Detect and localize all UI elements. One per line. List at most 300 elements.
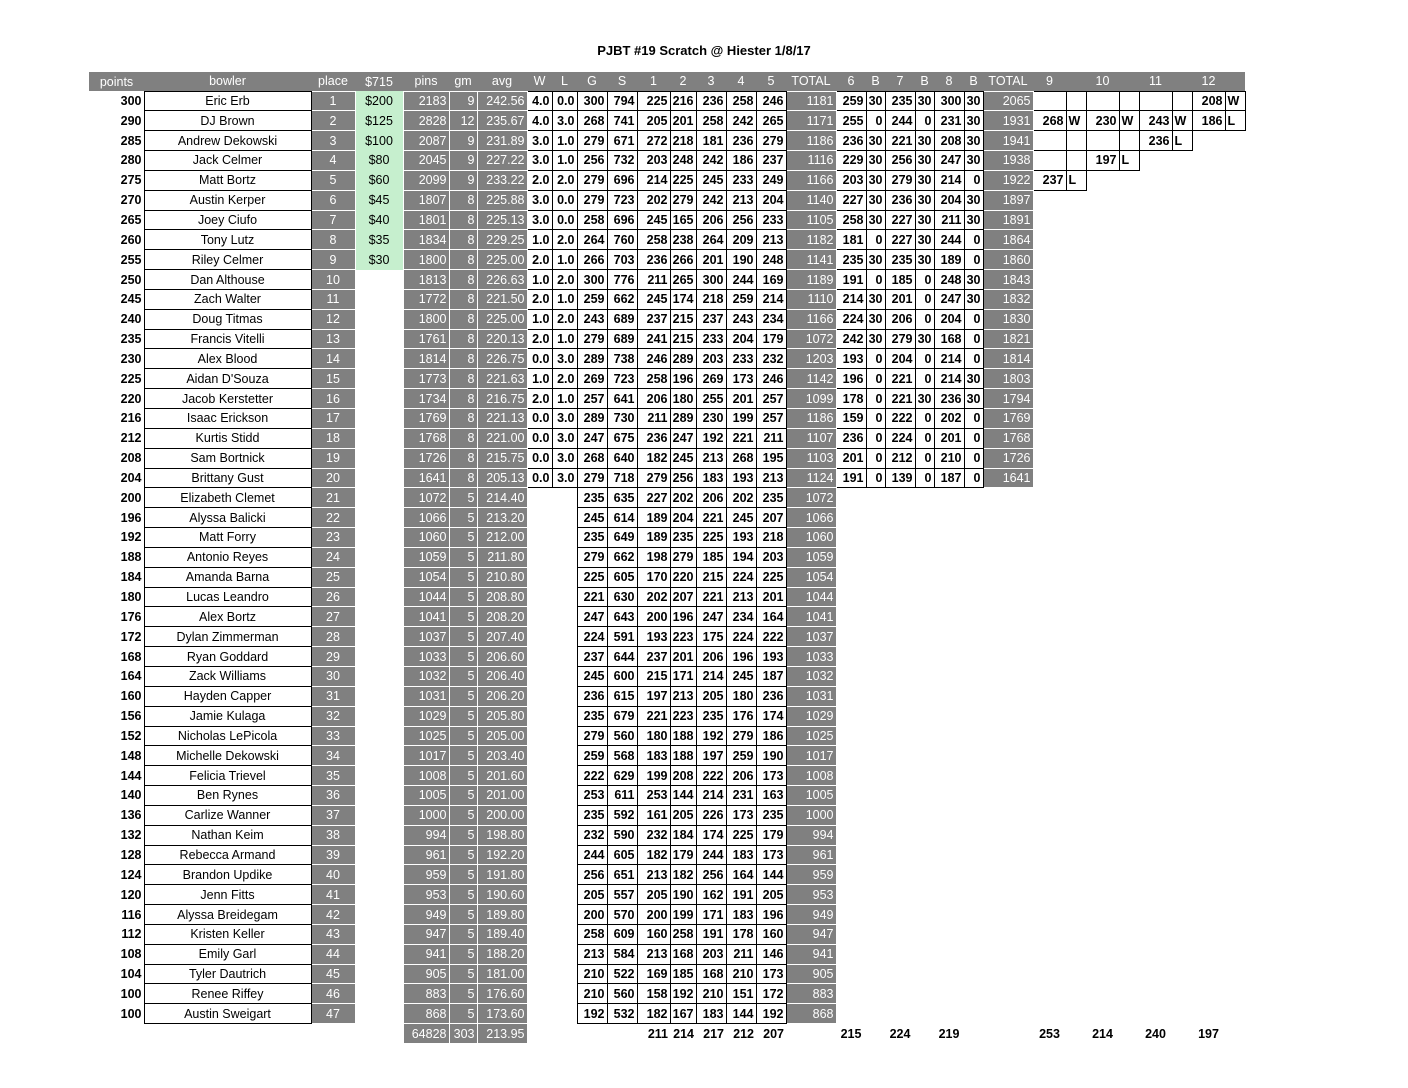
games-cell: 8	[449, 448, 477, 468]
match-cell	[1033, 528, 1066, 548]
total-cell: 1141	[786, 250, 836, 270]
wins-cell: 0.0	[527, 448, 552, 468]
high-game-cell: 268	[577, 111, 607, 131]
table-row	[89, 547, 1245, 567]
avg-cell: 201.00	[477, 786, 527, 806]
points-cell: 160	[120, 689, 142, 704]
match-cell	[1139, 964, 1172, 984]
losses-cell	[552, 488, 577, 508]
game-6-cell	[836, 964, 866, 984]
place-cell: 14	[311, 349, 355, 369]
wins-cell: 3.0	[527, 151, 552, 171]
match-cell	[1086, 528, 1119, 548]
bonus-8-cell: 30	[964, 289, 983, 309]
game-3-cell: 225	[696, 528, 726, 548]
match-cell	[1192, 230, 1225, 250]
points-cell: 280	[120, 153, 142, 168]
game-1-cell: 189	[637, 508, 670, 528]
game-7-cell: 204	[885, 349, 915, 369]
place-cell: 13	[311, 329, 355, 349]
table-row	[89, 1004, 1245, 1024]
match-cell	[1033, 91, 1066, 111]
prize-cell	[355, 508, 403, 528]
high-series-cell: 644	[607, 647, 637, 667]
bowler-cell: Francis Vitelli	[144, 329, 311, 349]
bonus-6-cell: 30	[866, 309, 885, 329]
game-8-cell: 168	[934, 329, 964, 349]
game-3-cell: 264	[696, 230, 726, 250]
match-cell	[1086, 131, 1119, 151]
losses-cell: 3.0	[552, 468, 577, 488]
game-1-cell: 227	[637, 488, 670, 508]
total-cell: 1072	[786, 329, 836, 349]
bonus-8-cell: 0	[964, 409, 983, 429]
bonus-7-cell: 30	[915, 250, 934, 270]
game-2-cell: 179	[670, 845, 696, 865]
avg-cell: 205.00	[477, 726, 527, 746]
match-cell	[1066, 230, 1086, 250]
game-4-cell: 193	[726, 528, 756, 548]
total-cell: 1166	[786, 309, 836, 329]
table-row	[89, 567, 1245, 587]
bonus-7-cell	[915, 567, 934, 587]
bonus-8-cell: 30	[964, 389, 983, 409]
match-cell	[1119, 924, 1139, 944]
match-cell	[1033, 766, 1066, 786]
match-cell	[1119, 270, 1139, 290]
game-5-cell: 195	[756, 448, 786, 468]
bonus-6-cell	[866, 647, 885, 667]
wins-cell	[527, 587, 552, 607]
game-7-cell	[885, 1004, 915, 1024]
prize-cell: $200	[355, 91, 403, 111]
match-cell	[1086, 845, 1119, 865]
avg-cell: 216.75	[477, 389, 527, 409]
game-5-cell: 214	[756, 289, 786, 309]
game-2-cell: 220	[670, 567, 696, 587]
game-7-cell	[885, 905, 915, 925]
bonus-6-cell: 0	[866, 389, 885, 409]
game-3-cell: 237	[696, 309, 726, 329]
game-1-cell: 232	[637, 825, 670, 845]
game-5-cell: 179	[756, 329, 786, 349]
match-cell	[1119, 805, 1139, 825]
wins-cell	[527, 746, 552, 766]
match-cell	[1225, 309, 1245, 329]
bonus-8-cell	[964, 885, 983, 905]
total-cell: 961	[786, 845, 836, 865]
losses-cell: 1.0	[552, 131, 577, 151]
game-8-cell: 211	[934, 210, 964, 230]
match-cell	[1172, 488, 1192, 508]
game-1-cell: 253	[637, 786, 670, 806]
match-cell	[1066, 607, 1086, 627]
game-1-cell: 199	[637, 766, 670, 786]
place-cell: 22	[311, 508, 355, 528]
games-cell: 5	[449, 885, 477, 905]
total-cell: 1142	[786, 369, 836, 389]
high-series-cell: 662	[607, 547, 637, 567]
bonus-6-cell: 0	[866, 409, 885, 429]
games-cell: 5	[449, 825, 477, 845]
games-cell: 5	[449, 1004, 477, 1024]
total-2-cell: 1897	[983, 190, 1033, 210]
bonus-6-cell	[866, 686, 885, 706]
match-cell	[1139, 547, 1172, 567]
game-1-cell: 198	[637, 547, 670, 567]
match-cell	[1139, 666, 1172, 686]
game-1-cell: 258	[637, 230, 670, 250]
game-2-cell: 199	[670, 905, 696, 925]
match-cell	[1139, 805, 1172, 825]
match-cell	[1139, 91, 1172, 111]
avg-cell: 226.75	[477, 349, 527, 369]
high-series-cell: 560	[607, 984, 637, 1004]
high-series-cell: 689	[607, 309, 637, 329]
total-cell: 1025	[786, 726, 836, 746]
game-8-cell: 208	[934, 131, 964, 151]
avg-cell: 213.20	[477, 508, 527, 528]
game-4-cell: 211	[726, 944, 756, 964]
prize-cell	[355, 309, 403, 329]
high-series-cell: 679	[607, 706, 637, 726]
game-6-cell: 191	[836, 468, 866, 488]
match-cell	[1172, 329, 1192, 349]
bowler-cell: Jack Celmer	[144, 151, 311, 171]
game-8-cell: 204	[934, 309, 964, 329]
match-cell	[1086, 766, 1119, 786]
game-4-cell: 144	[726, 1004, 756, 1024]
match-cell	[1172, 924, 1192, 944]
match-cell	[1225, 647, 1245, 667]
match-cell	[1119, 468, 1139, 488]
wins-cell	[527, 766, 552, 786]
game-8-cell	[934, 865, 964, 885]
game-7-cell	[885, 528, 915, 548]
game-2-cell: 225	[670, 170, 696, 190]
game-8-cell: 189	[934, 250, 964, 270]
game-5-cell: 246	[756, 369, 786, 389]
blank-cell	[1066, 1024, 1086, 1044]
bonus-8-cell: 0	[964, 309, 983, 329]
bonus-6-cell: 30	[866, 190, 885, 210]
match-cell	[1066, 567, 1086, 587]
total-2-cell	[983, 488, 1033, 508]
avg-cell: 208.80	[477, 587, 527, 607]
game-3-cell: 255	[696, 389, 726, 409]
match-cell	[1192, 805, 1225, 825]
game-3-cell: 192	[696, 726, 726, 746]
prize-cell	[355, 567, 403, 587]
high-game-cell: 205	[577, 885, 607, 905]
prize-cell	[355, 528, 403, 548]
losses-cell: 2.0	[552, 270, 577, 290]
game-6-cell	[836, 647, 866, 667]
wins-cell: 0.0	[527, 409, 552, 429]
pins-cell: 1801	[403, 210, 449, 230]
bonus-8-cell: 0	[964, 468, 983, 488]
points-cell: 156	[120, 709, 142, 724]
match-cell	[1066, 1004, 1086, 1024]
game-3-cell: 247	[696, 607, 726, 627]
bonus-6-cell	[866, 944, 885, 964]
losses-cell	[552, 607, 577, 627]
match-cell	[1066, 885, 1086, 905]
game-6-cell	[836, 805, 866, 825]
match-cell	[1066, 428, 1086, 448]
games-cell: 5	[449, 567, 477, 587]
points-cell: 132	[120, 828, 142, 843]
game-4-cell: 244	[726, 270, 756, 290]
bonus-7-cell: 30	[915, 170, 934, 190]
game-7-cell	[885, 766, 915, 786]
match-cell	[1066, 647, 1086, 667]
high-series-cell: 741	[607, 111, 637, 131]
prize-cell	[355, 885, 403, 905]
high-game-cell: 221	[577, 587, 607, 607]
match-cell: 230	[1086, 111, 1119, 131]
table-row	[89, 111, 1245, 131]
game-7-cell	[885, 845, 915, 865]
high-game-cell: 258	[577, 210, 607, 230]
prize-cell	[355, 448, 403, 468]
match-cell	[1172, 805, 1192, 825]
games-cell: 5	[449, 488, 477, 508]
avg-cell: 208.20	[477, 607, 527, 627]
losses-cell: 1.0	[552, 329, 577, 349]
points-cell: 225	[120, 371, 142, 386]
high-series-cell: 609	[607, 924, 637, 944]
game-7-cell: 236	[885, 190, 915, 210]
match-cell	[1192, 349, 1225, 369]
game-8-cell	[934, 607, 964, 627]
match-cell	[1066, 726, 1086, 746]
prize-cell: $45	[355, 190, 403, 210]
match-cell	[1033, 448, 1066, 468]
match-cell	[1066, 666, 1086, 686]
match-cell	[1119, 190, 1139, 210]
match-cell	[1139, 607, 1172, 627]
avg-cell: 225.00	[477, 250, 527, 270]
games-cell: 8	[449, 250, 477, 270]
avg-cell: 205.80	[477, 706, 527, 726]
match-cell	[1119, 964, 1139, 984]
total-2-cell	[983, 706, 1033, 726]
bonus-7-cell: 30	[915, 131, 934, 151]
prize-cell: $60	[355, 170, 403, 190]
game-3-cell: 210	[696, 984, 726, 1004]
bonus-6-cell	[866, 905, 885, 925]
games-cell: 9	[449, 151, 477, 171]
game-4-cell: 196	[726, 647, 756, 667]
avg-cell: 215.75	[477, 448, 527, 468]
match-cell	[1086, 309, 1119, 329]
game-3-cell: 242	[696, 151, 726, 171]
match-cell	[1066, 289, 1086, 309]
table-row	[89, 865, 1245, 885]
match-cell	[1066, 984, 1086, 1004]
total-cell: 941	[786, 944, 836, 964]
points-cell: 208	[120, 451, 142, 466]
match-cell	[1086, 448, 1119, 468]
game-8-cell: 247	[934, 289, 964, 309]
match-cell	[1172, 190, 1192, 210]
match-cell	[1192, 151, 1225, 171]
high-game-cell: 232	[577, 825, 607, 845]
high-game-cell: 235	[577, 805, 607, 825]
total-2-cell: 1830	[983, 309, 1033, 329]
match-cell	[1066, 845, 1086, 865]
game-2-cell: 223	[670, 706, 696, 726]
total-2-cell: 1864	[983, 230, 1033, 250]
match-cell	[1139, 845, 1172, 865]
place-cell: 10	[311, 270, 355, 290]
match-cell	[1086, 984, 1119, 1004]
games-cell: 5	[449, 607, 477, 627]
total-2-cell	[983, 627, 1033, 647]
game-7-cell	[885, 607, 915, 627]
bonus-7-cell: 30	[915, 91, 934, 111]
match-cell	[1119, 666, 1139, 686]
prize-cell	[355, 964, 403, 984]
high-game-cell: 279	[577, 329, 607, 349]
game-6-cell	[836, 944, 866, 964]
blank-cell	[964, 1024, 983, 1044]
pins-cell: 2099	[403, 170, 449, 190]
bowler-cell: Alex Bortz	[144, 607, 311, 627]
bowler-cell: Sam Bortnick	[144, 448, 311, 468]
total-cell: 883	[786, 984, 836, 1004]
pins-cell: 1005	[403, 786, 449, 806]
game-2-cell: 171	[670, 666, 696, 686]
bowler-cell: Aidan D'Souza	[144, 369, 311, 389]
match-cell	[1172, 706, 1192, 726]
losses-cell: 2.0	[552, 170, 577, 190]
match-cell: 186	[1192, 111, 1225, 131]
match-cell	[1225, 607, 1245, 627]
total-cell: 1059	[786, 547, 836, 567]
total-2-cell	[983, 528, 1033, 548]
high-game-cell: 247	[577, 428, 607, 448]
pins-cell: 1029	[403, 706, 449, 726]
game-8-cell	[934, 547, 964, 567]
match-cell	[1086, 349, 1119, 369]
game-2-cell: 205	[670, 805, 696, 825]
bonus-7-cell	[915, 607, 934, 627]
losses-cell	[552, 508, 577, 528]
game-5-cell: 144	[756, 865, 786, 885]
match-cell	[1033, 468, 1066, 488]
prize-cell	[355, 547, 403, 567]
avg-cell: 225.00	[477, 309, 527, 329]
total-cell: 1031	[786, 686, 836, 706]
game-4-cell: 193	[726, 468, 756, 488]
game-1-cell: 214	[637, 170, 670, 190]
match-cell	[1066, 190, 1086, 210]
match-cell	[1033, 924, 1066, 944]
match-cell	[1192, 706, 1225, 726]
high-series-cell: 592	[607, 805, 637, 825]
losses-cell	[552, 567, 577, 587]
game-7-cell	[885, 488, 915, 508]
high-game-cell: 268	[577, 448, 607, 468]
high-game-cell: 235	[577, 706, 607, 726]
match-cell	[1139, 349, 1172, 369]
game-1-cell: 200	[637, 905, 670, 925]
points-cell: 230	[120, 351, 142, 366]
match-cell	[1086, 369, 1119, 389]
match-cell	[1033, 885, 1066, 905]
games-cell: 8	[449, 230, 477, 250]
bowler-cell: Zack Williams	[144, 666, 311, 686]
match-cell	[1172, 210, 1192, 230]
prize-cell	[355, 786, 403, 806]
points-cell: 168	[120, 649, 142, 664]
match-cell	[1225, 686, 1245, 706]
match-cell	[1192, 309, 1225, 329]
sheet-title: PJBT #19 Scratch @ Hiester 1/8/17	[597, 43, 811, 58]
game-2-cell: 223	[670, 627, 696, 647]
wins-cell	[527, 666, 552, 686]
match-cell	[1172, 528, 1192, 548]
header-row	[89, 72, 1245, 91]
losses-cell	[552, 786, 577, 806]
avg-game-3-cell: 217	[703, 1026, 724, 1041]
match-cell	[1225, 786, 1245, 806]
high-game-cell: 257	[577, 389, 607, 409]
game-8-cell: 214	[934, 349, 964, 369]
match-cell	[1066, 488, 1086, 508]
match-cell	[1119, 865, 1139, 885]
game-2-cell: 182	[670, 865, 696, 885]
bowler-cell: Nicholas LePicola	[144, 726, 311, 746]
pins-cell: 1008	[403, 766, 449, 786]
game-4-cell: 180	[726, 686, 756, 706]
pins-cell: 1031	[403, 686, 449, 706]
game-4-cell: 221	[726, 428, 756, 448]
header-cell: 3	[696, 72, 726, 91]
table-row	[89, 488, 1245, 508]
bonus-8-cell: 30	[964, 369, 983, 389]
match-cell	[1033, 230, 1066, 250]
bonus-8-cell: 30	[964, 190, 983, 210]
game-6-cell	[836, 766, 866, 786]
high-game-cell: 256	[577, 865, 607, 885]
match-cell	[1066, 964, 1086, 984]
match-cell	[1172, 786, 1192, 806]
points-cell: 120	[120, 887, 142, 902]
match-cell	[1225, 924, 1245, 944]
points-cell: 140	[120, 788, 142, 803]
place-cell: 44	[311, 944, 355, 964]
game-7-cell	[885, 944, 915, 964]
match-cell: L	[1172, 131, 1192, 151]
header-cell: $715	[355, 72, 403, 91]
points-cell: 196	[120, 510, 142, 525]
match-cell	[1086, 190, 1119, 210]
match-cell	[1119, 1004, 1139, 1024]
match-cell	[1225, 528, 1245, 548]
games-cell: 8	[449, 309, 477, 329]
match-cell	[1066, 786, 1086, 806]
pins-cell: 947	[403, 924, 449, 944]
game-7-cell: 222	[885, 409, 915, 429]
game-8-cell	[934, 627, 964, 647]
match-cell	[1192, 1004, 1225, 1024]
match-cell	[1086, 508, 1119, 528]
points-cell: 240	[120, 312, 142, 327]
prize-cell	[355, 1004, 403, 1024]
